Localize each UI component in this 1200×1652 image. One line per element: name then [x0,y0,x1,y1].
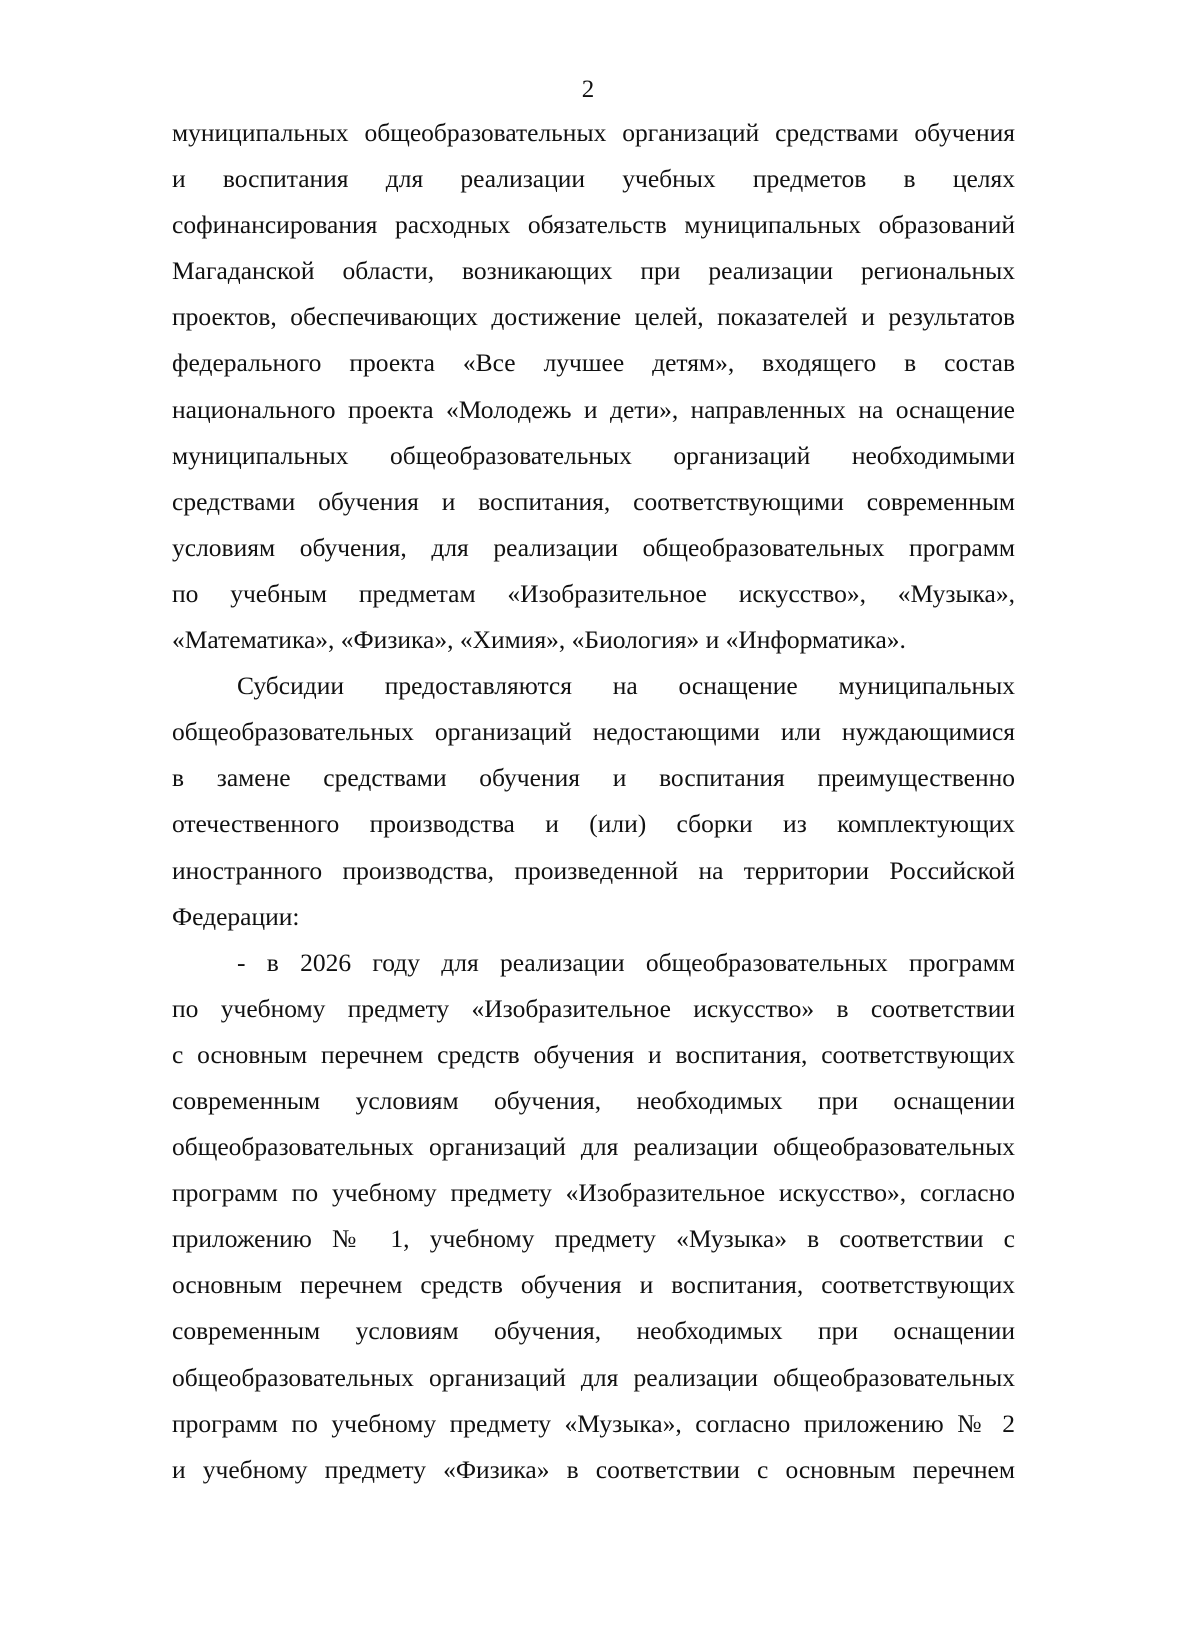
paragraph [172,669,1015,946]
text-line: - в 2026 году для реализации общеобразовательных программ [237,947,1015,977]
text-line: приложению № 1, учебному предмету «Музыка» в соответствии с [172,1224,1015,1254]
page-number: 2 [581,76,595,103]
text-line: общеобразовательных организаций для реализации общеобразовательных [172,1132,1015,1162]
text-line: и учебному предмету «Физика» в соответствии с основным перечнем [172,1454,1015,1484]
text-line: отечественного производства и (или) сборки из комплектующих [172,809,1015,839]
text-line: Субсидии предоставляются на оснащение муниципальных [237,671,1015,701]
text-line: муниципальных общеобразовательных организаций необходимыми [172,440,1015,470]
text-line: общеобразовательных организаций недостающими или нуждающимися [172,717,1015,747]
text-line: софинансирования расходных обязательств муниципальных образований [172,210,1015,240]
text-line: национального проекта «Молодежь и дети», направленных на оснащение [172,394,1015,424]
text-line: Федерации: [172,901,300,931]
text-line: федерального проекта «Все лучшее детям», входящего в состав [172,348,1015,378]
text-line: программ по учебному предмету «Музыка», согласно приложению № 2 [172,1408,1015,1438]
text-line: иностранного производства, произведенной на территории Российской [172,855,1015,885]
text-line: с основным перечнем средств обучения и воспитания, соответствующих [172,1039,1015,1069]
text-line: условиям обучения, для реализации общеобразовательных программ [172,532,1015,562]
text-line: основным перечнем средств обучения и воспитания, соответствующих [172,1270,1015,1300]
document-body [172,116,1015,1499]
text-line: муниципальных общеобразовательных организаций средствами обучения [172,118,1015,147]
text-line: в замене средствами обучения и воспитания преимущественно [172,763,1015,793]
text-line: проектов, обеспечивающих достижение целей, показателей и результатов [172,302,1015,332]
paragraph [172,116,1015,669]
text-line: современным условиям обучения, необходимых при оснащении [172,1085,1015,1115]
text-line: Магаданской области, возникающих при реализации региональных [172,256,1015,286]
paragraph [172,946,1015,1499]
text-line: «Математика», «Физика», «Химия», «Биология» и «Информатика». [172,625,906,655]
text-line: средствами обучения и воспитания, соответствующими современным [172,486,1015,516]
text-line: по учебным предметам «Изобразительное искусство», «Музыка», [172,578,1015,608]
text-line: по учебному предмету «Изобразительное искусство» в соответствии [172,993,1015,1023]
text-line: программ по учебному предмету «Изобразительное искусство», согласно [172,1178,1015,1208]
text-line: общеобразовательных организаций для реализации общеобразовательных [172,1362,1015,1392]
text-line: и воспитания для реализации учебных предметов в целях [172,164,1015,194]
text-line: современным условиям обучения, необходимых при оснащении [172,1316,1015,1346]
